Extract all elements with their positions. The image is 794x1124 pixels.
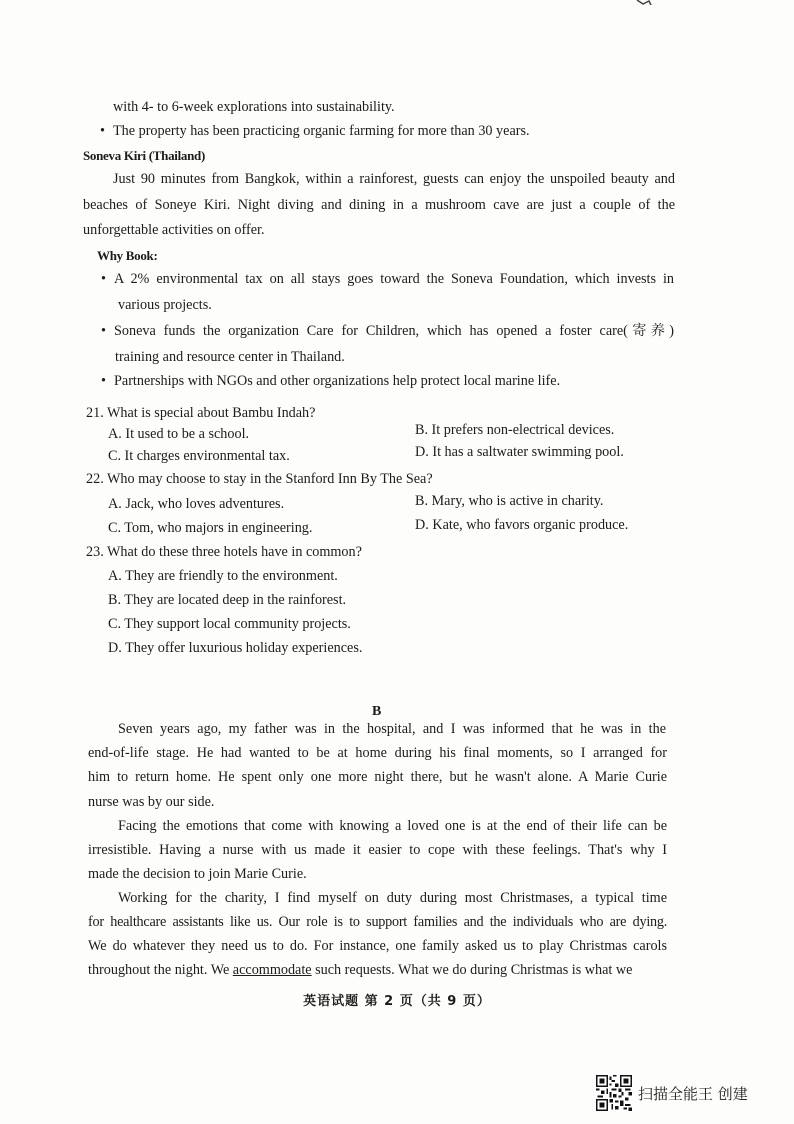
passage-b-p1-line-4: nurse was by our side. bbox=[88, 794, 215, 810]
line-text-end: such requests. What we do during Christmas is what we bbox=[311, 962, 633, 978]
passage-b-p3-line-4 bbox=[88, 961, 632, 979]
underlined-word: accommodate bbox=[232, 962, 312, 978]
option-a: A. It used to be a school. bbox=[108, 426, 250, 442]
option-c: C. Tom, who majors in engineering. bbox=[108, 520, 313, 536]
passage-b-p2-line-1: Facing the emotions that come with knowing a loved one is at the end of their life can be bbox=[118, 818, 667, 834]
soneva-para-line-3: unforgettable activities on offer. bbox=[83, 222, 265, 238]
option-c: C. It charges environmental tax. bbox=[108, 448, 290, 464]
why-book-heading: Why Book: bbox=[97, 248, 158, 263]
option-b: B. It prefers non-electrical devices. bbox=[415, 422, 615, 438]
passage-b-p2-line-3: made the decision to join Marie Curie. bbox=[88, 866, 307, 882]
section-heading-soneva: Soneva Kiri (Thailand) bbox=[83, 148, 205, 163]
soneva-bullet-ngos: • Partnerships with NGOs and other organizations help protect local marine life. bbox=[114, 372, 560, 390]
soneva-bullet-tax-cont: various projects. bbox=[118, 297, 212, 313]
option-c: C. They support local community projects. bbox=[108, 616, 351, 632]
soneva-bullet-tax: • A 2% environmental tax on all stays goes toward the Soneva Foundation, which invests in bbox=[114, 270, 674, 288]
soneva-para-line-1: Just 90 minutes from Bangkok, within a rainforest, guests can enjoy the unspoiled beauty and bbox=[113, 171, 675, 187]
qr-code-icon bbox=[596, 1075, 632, 1111]
page-footer: 英语试题 第 2 页（共 9 页） bbox=[303, 994, 491, 1009]
question-stem: 23. What do these three hotels have in common? bbox=[86, 544, 362, 560]
scan-speck-icon bbox=[635, 0, 653, 6]
passage-b-p1-line-1: Seven years ago, my father was in the hospital, and I was informed that he was in the bbox=[118, 721, 666, 737]
soneva-bullet-foster-care: • Soneva funds the organization Care for Children, which has opened a foster care(寄养) bbox=[114, 322, 674, 340]
passage-b-p3-line-1: Working for the charity, I find myself on duty during most Christmases, a typical time bbox=[118, 890, 667, 906]
option-b: B. Mary, who is active in charity. bbox=[415, 493, 604, 509]
soneva-bullet-foster-care-cont: training and resource center in Thailand. bbox=[115, 349, 345, 365]
scanner-watermark bbox=[596, 1075, 748, 1111]
option-a: A. Jack, who loves adventures. bbox=[108, 496, 285, 512]
option-d: D. Kate, who favors organic produce. bbox=[415, 517, 629, 533]
passage-b-p3-line-2: for healthcare assistants like us. Our role is to support families and the individuals who are dying. bbox=[88, 914, 667, 930]
passage-b-p2-line-2: irresistible. Having a nurse with us made it easier to cope with these feelings. That's why I bbox=[88, 842, 667, 858]
option-d: D. They offer luxurious holiday experiences. bbox=[108, 640, 363, 656]
passage-b-p3-line-3: We do whatever they need us to do. For instance, one family asked us to play Christmas carols bbox=[88, 938, 667, 954]
passage-label: B bbox=[372, 704, 382, 719]
line-text-start: throughout the night. We bbox=[88, 962, 233, 978]
question-stem: 22. Who may choose to stay in the Stanford Inn By The Sea? bbox=[86, 471, 433, 487]
question-stem: 21. What is special about Bambu Indah? bbox=[86, 405, 316, 421]
continued-line: with 4- to 6-week explorations into sustainability. bbox=[113, 99, 395, 115]
passage-b-p1-line-2: end-of-life stage. He had wanted to be at home during his final moments, so I arranged for bbox=[88, 745, 667, 761]
option-b: B. They are located deep in the rainforest. bbox=[108, 592, 347, 608]
option-a: A. They are friendly to the environment. bbox=[108, 568, 338, 584]
soneva-para-line-2: beaches of Soneye Kiri. Night diving and dining in a mushroom cave are just a couple of the bbox=[83, 197, 675, 213]
bullet-organic-farming: • The property has been practicing organic farming for more than 30 years. bbox=[113, 122, 530, 140]
scanner-brand-text: 扫描全能王 创建 bbox=[638, 1084, 748, 1103]
option-d: D. It has a saltwater swimming pool. bbox=[415, 444, 624, 460]
passage-b-p1-line-3: him to return home. He spent only one more night there, but he wasn't alone. A Marie Curie bbox=[88, 769, 667, 785]
